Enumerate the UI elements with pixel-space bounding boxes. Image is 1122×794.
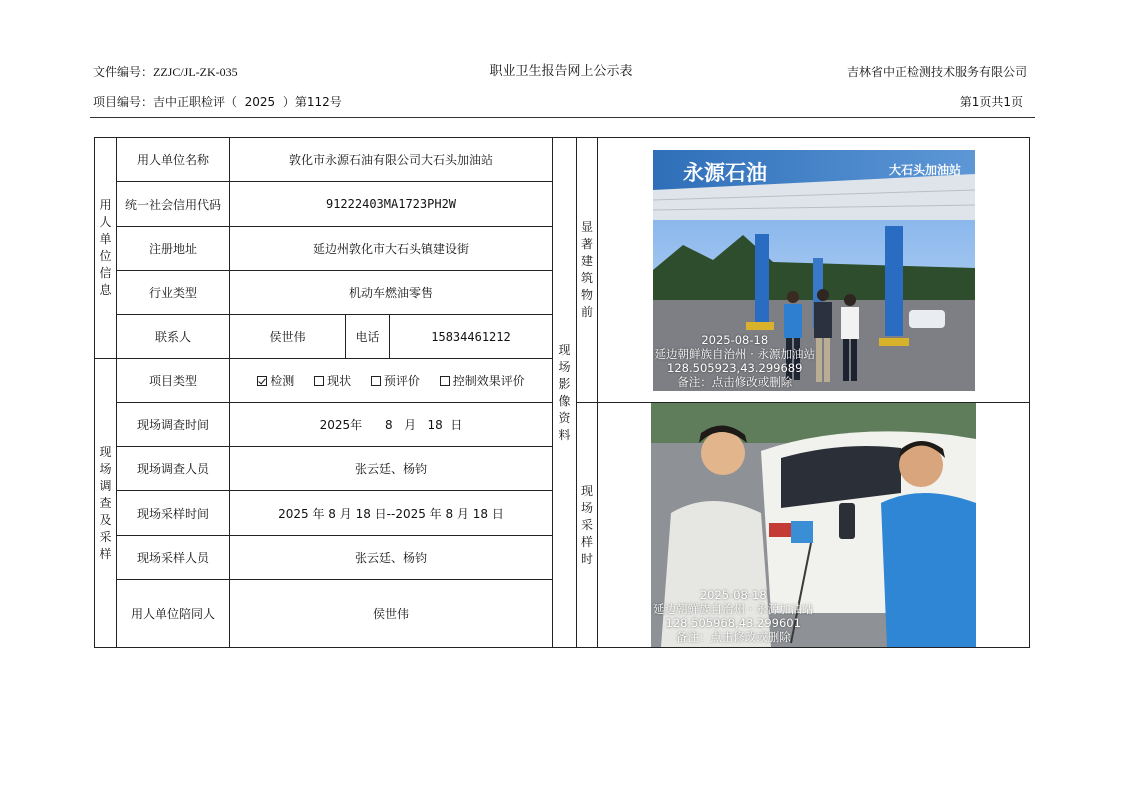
escort-label: 用人单位陪同人 xyxy=(117,580,230,648)
vertical-label-char: 时 xyxy=(580,551,593,566)
vertical-label-char: 查 xyxy=(99,495,112,510)
checkbox-option-control-effect[interactable] xyxy=(440,372,525,389)
credit-code: 91222403MA1723PH2W xyxy=(230,182,553,227)
industry: 机动车燃油零售 xyxy=(230,271,553,315)
surveyors-label: 现场调查人员 xyxy=(117,447,230,491)
vertical-label-char: 现 xyxy=(558,342,571,357)
vertical-label-char: 及 xyxy=(99,512,112,527)
photo1-watermark-coords: 128.505923,43.299689 xyxy=(667,360,803,375)
photo2-watermark-location: 延边朝鲜族自治州 · 永源加油站 xyxy=(653,602,814,616)
surveyors: 张云廷、杨钧 xyxy=(230,447,553,491)
vertical-label-char: 样 xyxy=(580,534,593,549)
address: 延边州敦化市大石头镇建设街 xyxy=(230,227,553,271)
employer-name-label: 用人单位名称 xyxy=(117,138,230,182)
samplers: 张云廷、杨钧 xyxy=(230,536,553,580)
vertical-label-char: 场 xyxy=(99,461,112,476)
escort: 侯世伟 xyxy=(230,580,553,648)
vertical-label-char: 资 xyxy=(558,410,571,425)
phone-label: 电话 xyxy=(346,315,390,359)
phone-number: 15834461212 xyxy=(390,315,553,359)
company-name: 吉林省中正检测技术服务有限公司 xyxy=(846,65,1027,79)
vertical-label-char: 用 xyxy=(99,198,112,212)
photo1-watermark-location: 延边朝鲜族自治州 · 永源加油站 xyxy=(654,346,815,361)
header-divider xyxy=(90,117,1035,118)
project-number-value: 吉中正职检评（ 2025 ）第112号 xyxy=(153,95,342,109)
checkbox-status-label: 现状 xyxy=(327,374,352,388)
vertical-label-char: 料 xyxy=(558,427,571,442)
credit-code-label: 统一社会信用代码 xyxy=(117,182,230,227)
checkbox-control-effect[interactable] xyxy=(440,376,450,386)
industry-label: 行业类型 xyxy=(117,271,230,315)
checkbox-detection[interactable] xyxy=(257,376,267,386)
vertical-label-char: 显 xyxy=(580,220,593,234)
building-photo-label xyxy=(577,138,598,403)
vertical-label-char: 影 xyxy=(558,376,571,391)
checkbox-pre-assessment[interactable] xyxy=(371,376,381,386)
project-type-label: 项目类型 xyxy=(117,359,230,403)
vertical-label-char: 样 xyxy=(99,546,112,561)
checkbox-control-effect-label: 控制效果评价 xyxy=(452,374,525,388)
sampling-time: 2025 年 8 月 18 日--2025 年 8 月 18 日 xyxy=(230,491,553,536)
checkbox-status[interactable] xyxy=(314,376,324,386)
photo1-watermark-note: 备注：点击修改或删除 xyxy=(677,374,793,389)
employer-section-label xyxy=(95,138,117,359)
vertical-label-char: 调 xyxy=(99,478,112,493)
vertical-label-char: 场 xyxy=(558,359,571,374)
gas-station-photo xyxy=(653,150,975,391)
vertical-label-char: 建 xyxy=(580,254,593,268)
vertical-label-char: 筑 xyxy=(580,271,593,285)
vertical-label-char: 物 xyxy=(580,288,593,302)
photo1-watermark-date: 2025-08-18 xyxy=(701,332,769,347)
vertical-label-char: 采 xyxy=(580,517,593,532)
project-number-label: 项目编号： xyxy=(93,95,154,109)
photo2-watermark-coords: 128.505968,43.299601 xyxy=(665,616,801,630)
canopy-brand-text: 永源石油 xyxy=(682,160,767,185)
building-photo-cell xyxy=(598,138,1030,403)
disclosure-table xyxy=(94,137,1030,648)
checkbox-option-status[interactable] xyxy=(314,372,351,389)
page-indicator: 第1页共1页 xyxy=(959,95,1023,109)
contact-label: 联系人 xyxy=(117,315,230,359)
document-title: 职业卫生报告网上公示表 xyxy=(489,64,633,79)
vertical-label-char: 现 xyxy=(99,444,112,459)
photo1-watermark xyxy=(655,333,815,389)
samplers-label: 现场采样人员 xyxy=(117,536,230,580)
vertical-label-char: 人 xyxy=(99,215,112,229)
address-label: 注册地址 xyxy=(117,227,230,271)
station-sign-text: 大石头加油站 xyxy=(888,162,961,177)
checkbox-option-detection[interactable] xyxy=(257,372,294,389)
vertical-label-char: 息 xyxy=(99,283,112,297)
survey-time: 2025年 8 月 18 日 xyxy=(230,403,553,447)
vertical-label-char: 像 xyxy=(558,393,571,408)
sampling-photo-cell xyxy=(598,403,1030,648)
sampling-photo xyxy=(651,403,976,647)
vertical-label-char: 信 xyxy=(99,266,112,280)
photo2-watermark-date: 2025-08-18 xyxy=(699,588,767,602)
checkbox-detection-label: 检测 xyxy=(270,374,295,388)
survey-section-label xyxy=(95,359,117,648)
employer-name: 敦化市永源石油有限公司大石头加油站 xyxy=(230,138,553,182)
vertical-label-char: 单 xyxy=(99,232,112,246)
project-number xyxy=(93,94,342,110)
sampling-photo-label xyxy=(577,403,598,648)
checkbox-option-pre-assessment[interactable] xyxy=(371,372,420,389)
images-section-label xyxy=(553,138,577,648)
sampling-time-label: 现场采样时间 xyxy=(117,491,230,536)
vertical-label-char: 位 xyxy=(99,249,112,263)
survey-time-label: 现场调查时间 xyxy=(117,403,230,447)
vertical-label-char: 采 xyxy=(99,529,112,544)
photo2-watermark xyxy=(653,588,813,644)
vertical-label-char: 现 xyxy=(580,483,593,498)
vertical-label-char: 著 xyxy=(580,237,593,251)
file-number-label: 文件编号： xyxy=(93,65,154,79)
contact-name: 侯世伟 xyxy=(230,315,346,359)
checkbox-pre-assessment-label: 预评价 xyxy=(383,374,420,388)
vertical-label-char: 前 xyxy=(580,305,593,319)
project-type-options xyxy=(230,359,553,403)
photo2-watermark-note: 备注：点击修改或删除 xyxy=(675,630,791,644)
vertical-label-char: 场 xyxy=(580,500,593,515)
file-number-value: ZZJC/JL-ZK-035 xyxy=(153,65,238,79)
